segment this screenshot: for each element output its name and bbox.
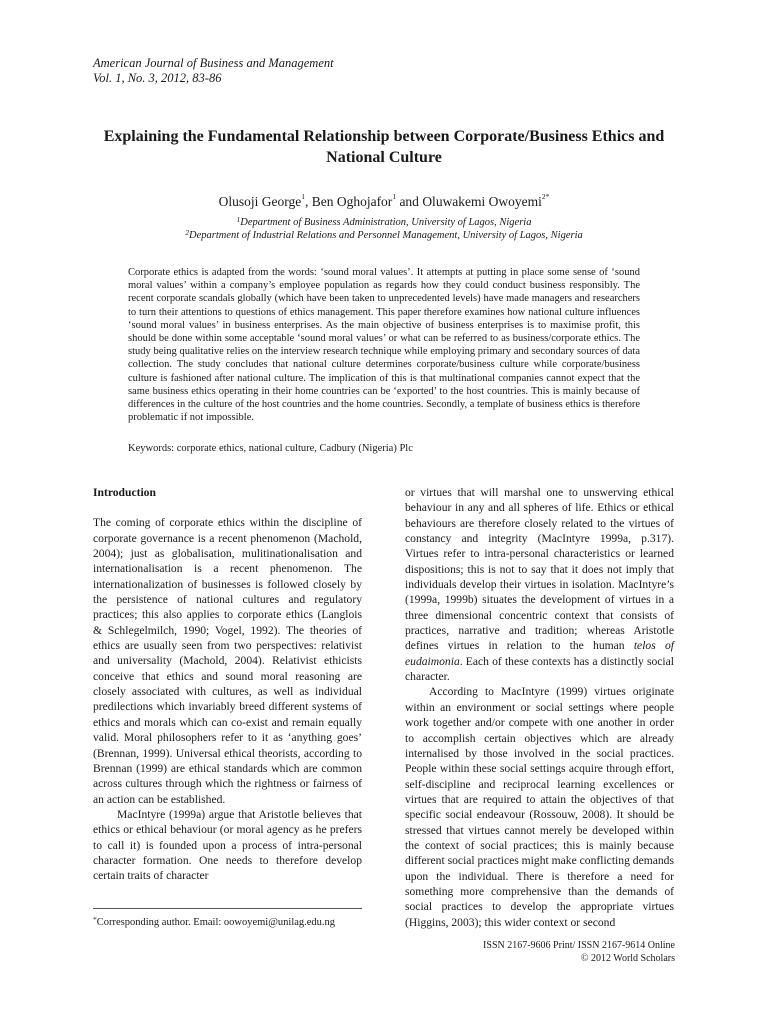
body-paragraph: The coming of corporate ethics within the discipline of corporate governance is a recent phenomenon (Machold, 2004); just as globalisation, mulitinationalisation and internationalisation is a recent phenomenon. The internationalization of businesses is followed closely by the persistence of national cultures and regulatory practices; this also applies to corporate ethics (Langlois & Schlegelmilch, 1990; Vogel, 1992). The theories of ethics are usually seen from two perspectives: relativist and universality (Machold, 2004). Relativist ethicists conceive that ethics and sound moral reasoning are closely associated with cultures, as well as individual predilections which invariably breed different systems of ethics and morals which can co-exist and remain equally valid. Moral philosophers refer to it as ‘anything goes’ (Brennan, 1999). Universal ethical theorists, according to Brennan (1999) are ethical standards which are common across cultures through which the rightness or fairness of an action can be established. bbox=[93, 516, 362, 806]
affiliation-text: Department of Industrial Relations and Personnel Management, University of Lagos, Nigeria bbox=[189, 230, 583, 241]
affiliation-number: 1 bbox=[236, 215, 241, 224]
left-column bbox=[93, 485, 362, 884]
journal-name: American Journal of Business and Management bbox=[93, 56, 334, 70]
author-affiliation-mark: 1 bbox=[301, 192, 305, 201]
body-paragraph: MacIntyre (1999a) argue that Aristotle believes that ethics or ethical behaviour (or moral agency as he prefers to call it) is founded upon a process of intra-personal character formation. One needs to therefore develop certain traits of character bbox=[93, 807, 362, 883]
footnote-divider bbox=[93, 908, 362, 909]
author-name: Oluwakemi Owoyemi bbox=[422, 194, 542, 209]
copyright-line: © 2012 World Scholars bbox=[580, 952, 675, 964]
issn-line: ISSN 2167-9606 Print/ ISSN 2167-9614 Online bbox=[483, 940, 675, 951]
right-column bbox=[405, 485, 674, 930]
footnote bbox=[93, 917, 335, 928]
journal-volume: Vol. 1, No. 3, 2012, 83-86 bbox=[93, 71, 222, 85]
author-separator: , bbox=[304, 194, 312, 209]
author-list bbox=[80, 194, 688, 210]
affiliation-1 bbox=[80, 217, 688, 228]
author-name: Olusoji George bbox=[218, 194, 302, 209]
author-name: Ben Oghojafor bbox=[311, 194, 393, 209]
footnote-mark: * bbox=[93, 915, 97, 924]
body-paragraph: According to MacIntyre (1999) virtues originate within an environment or social settings where people work together and/or compete with one another in order to accomplish certain objectives which are already internalised by those involved in the social practices. People within these social settings acquire through effort, self-discipline and reciprocal learning excellences or virtues that are required to attain the objectives of that specific social endeavour (Rossouw, 2008). It should be stressed that virtues cannot merely be developed within the context of social practices; this is mainly because different social practices might make conflicting demands upon the individual. There is therefore a need for something more comprehensive than the demands of social practices to develop the appropriate virtues (Higgins, 2003); this wider context or second bbox=[405, 685, 674, 929]
author-affiliation-mark: 2* bbox=[541, 192, 550, 201]
paragraph-text: . Each of these contexts has a distinctly social character. bbox=[405, 654, 674, 684]
paragraph-text: or virtues that will marshal one to unswerving ethical behaviour in any and all spheres of life. Ethics or ethical behaviours are therefore closely related to the virtues of constancy and integrity (MacIntyre 1999a, p.317). Virtues refer to intra-personal characteristics or learned dispositions; this is not to say that it does not imply that individuals develop their virtues in isolation. MacIntyre’s (1999a, 1999b) situates the development of virtues in a three dimensional concentric context that consists of practices, narrative and tradition; whereas Aristotle defines virtues in relation to the human bbox=[405, 486, 674, 653]
affiliation-number: 2 bbox=[185, 228, 190, 237]
affiliation-2 bbox=[80, 230, 688, 241]
journal-header bbox=[93, 56, 334, 86]
author-separator: and bbox=[396, 194, 423, 209]
section-heading-introduction: Introduction bbox=[93, 486, 156, 499]
keywords: Keywords: corporate ethics, national culture, Cadbury (Nigeria) Plc bbox=[128, 443, 413, 454]
author-affiliation-mark: 1 bbox=[392, 192, 397, 201]
body-paragraph bbox=[405, 485, 674, 684]
affiliation-text: Department of Business Administration, University of Lagos, Nigeria bbox=[240, 217, 532, 228]
article-title: Explaining the Fundamental Relationship between Corporate/Business Ethics and National Culture bbox=[103, 128, 665, 166]
issn-block bbox=[483, 940, 675, 965]
abstract: Corporate ethics is adapted from the words: ‘sound moral values’. It attempts at putting in place some sense of ‘sound moral values’ within a company’s employee population as regards how they could conduct business responsibly. The recent corporate scandals globally (which have been taken to unprecedented levels) have made managers and researchers to turn their attentions to questions of ethics management. This paper therefore examines how national culture influences ‘sound moral values’ in business enterprises. As the main objective of business enterprises is to maximise profit, this should be done within some acceptable ‘sound moral values’ or what can be referred to as business/corporate ethics. The study being qualitative relies on the interview research technique while employing primary and secondary sources of data collection. The study concludes that national culture determines corporate/business culture while corporate/business culture is fashioned after national culture. The implication of this is that multinational companies cannot expect that the same business ethics operating in their home countries can be ‘exported’ to the host countries. This is mainly because of differences in the culture of the host countries and the home countries. Secondly, a template of business ethics is therefore problematic if not impossible. bbox=[128, 267, 641, 424]
italic-term: telos of eudaimonia bbox=[405, 639, 674, 668]
footnote-text: Corresponding author. Email: oowoyemi@unilag.edu.ng bbox=[96, 917, 336, 928]
